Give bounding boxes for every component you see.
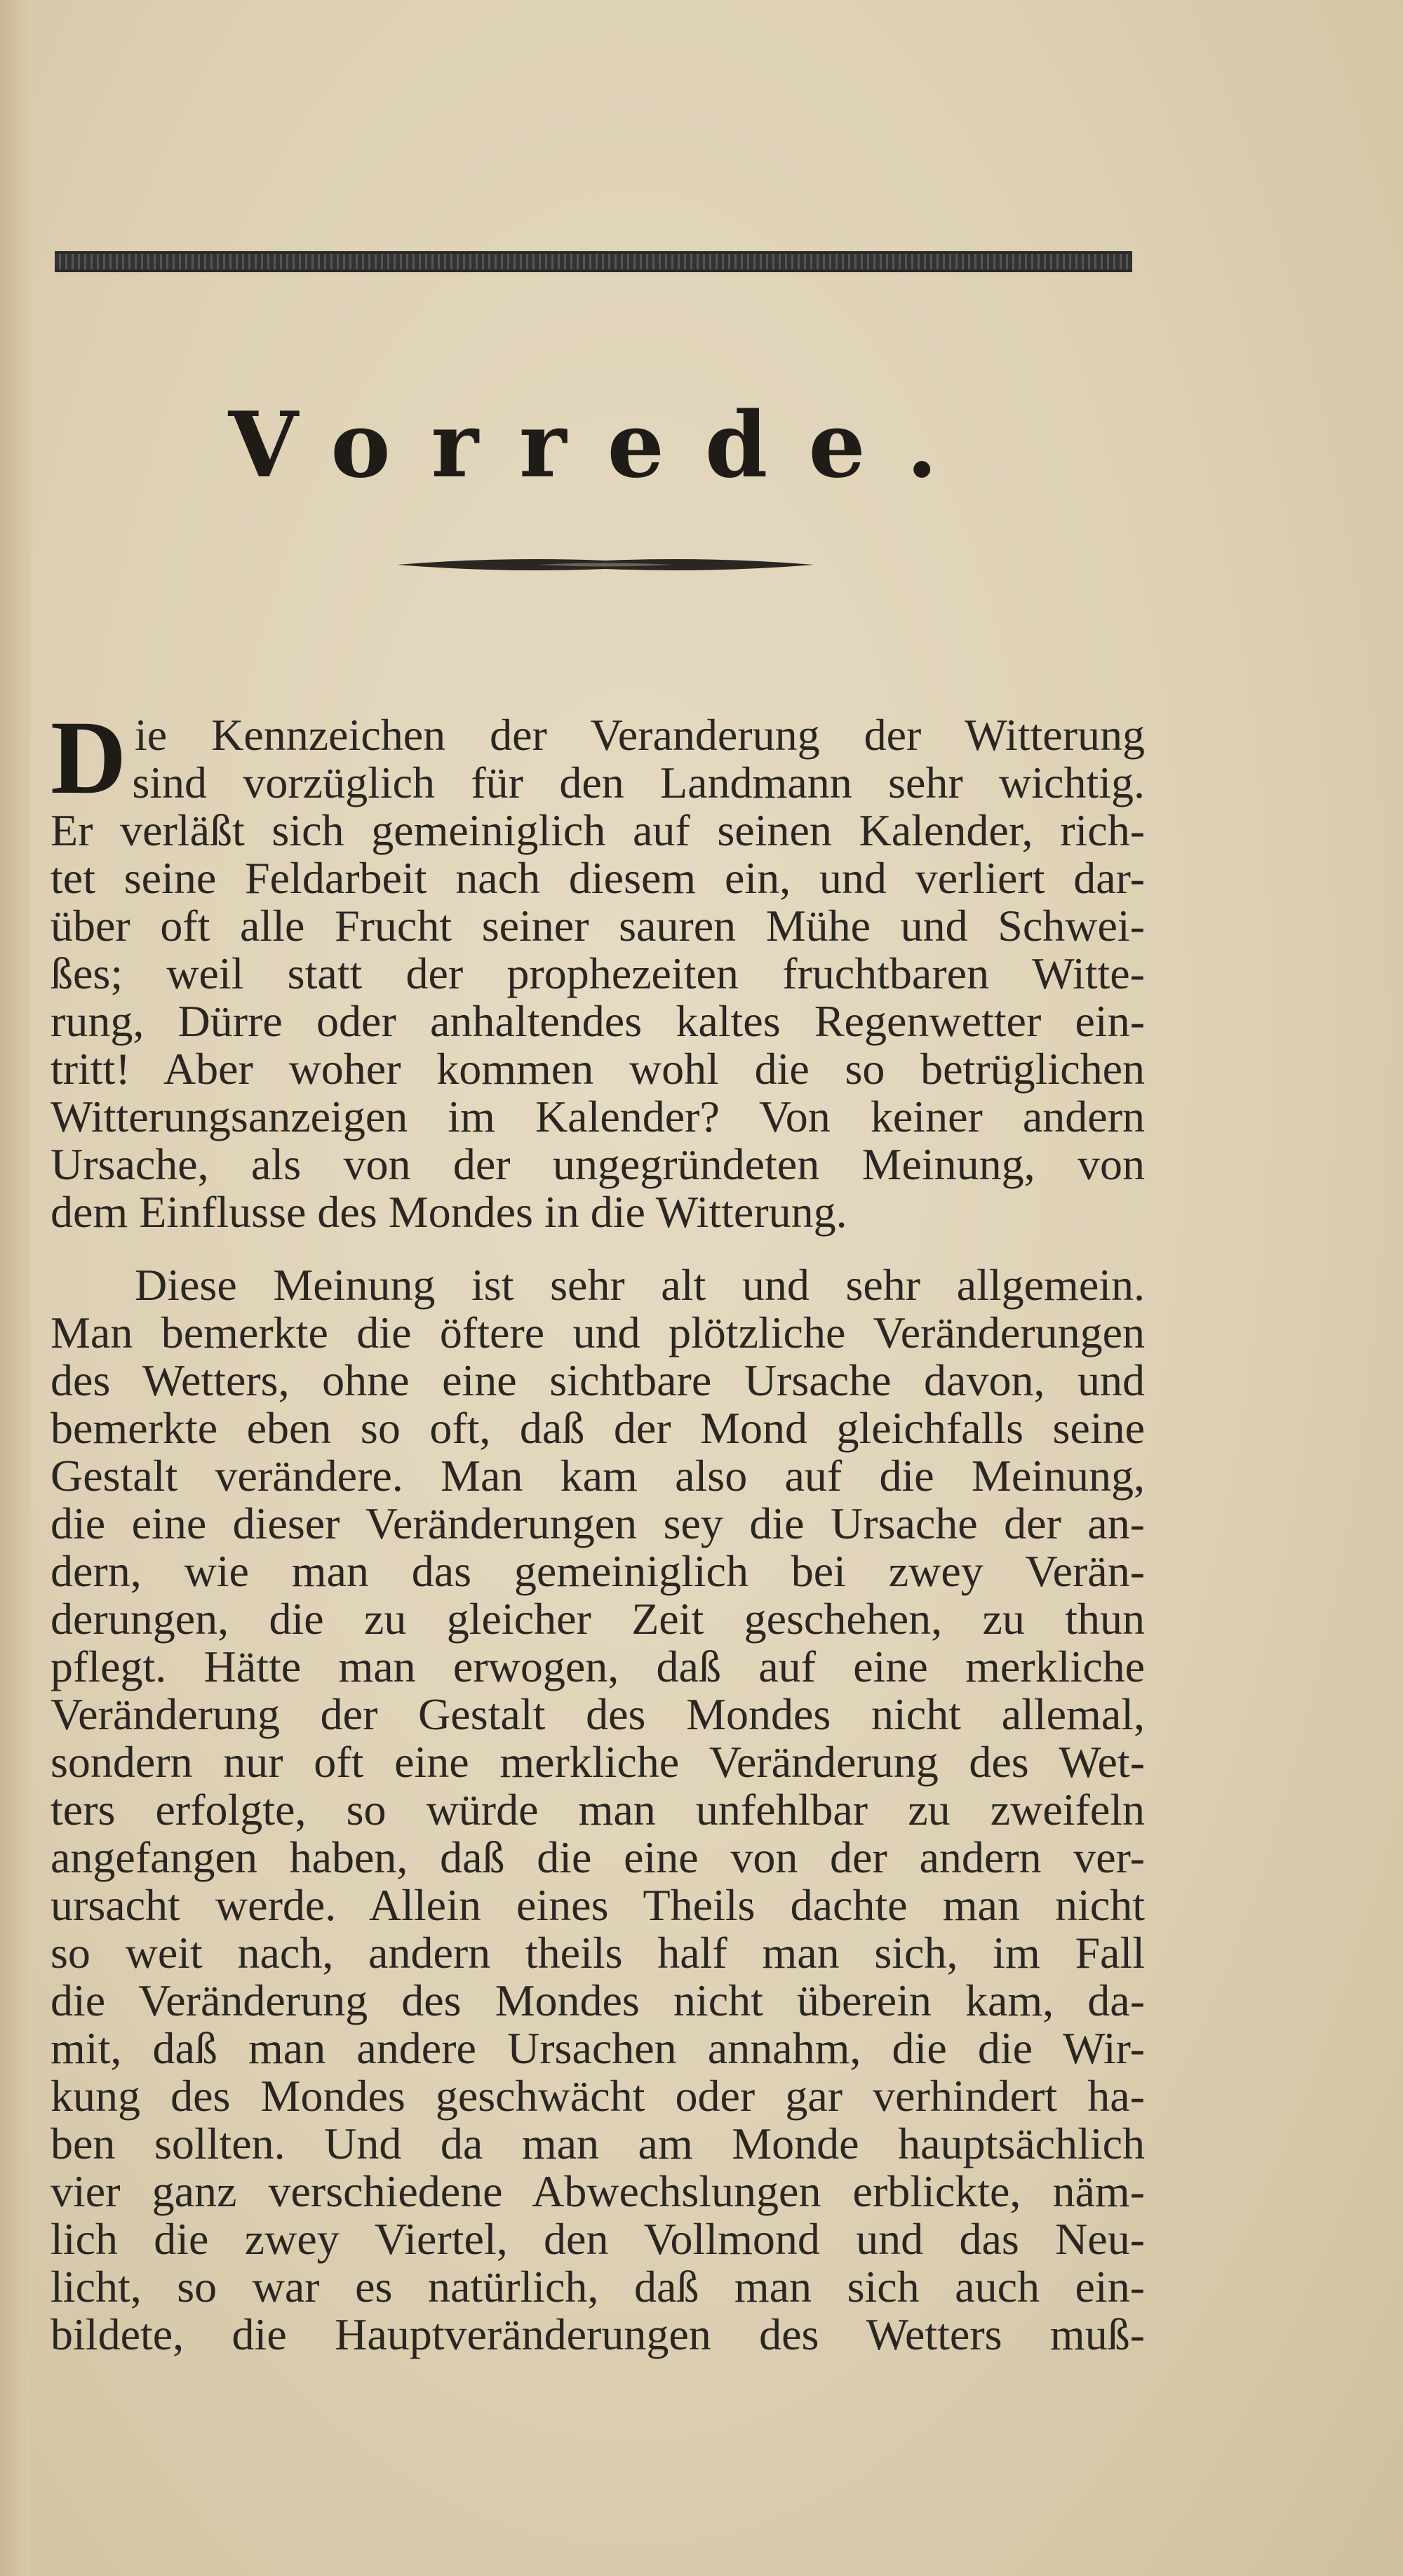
- text-line: pflegt. Hätte man erwogen, daß auf eine merkliche: [51, 1642, 1145, 1691]
- text-line: tritt! Aber woher kommen wohl die so betrüglichen: [51, 1044, 1145, 1094]
- text-line: bildete, die Hauptveränderungen des Wetters muß-: [51, 2309, 1145, 2359]
- text-line: Witterungsanzeigen im Kalender? Von keiner andern: [51, 1092, 1145, 1141]
- text-line: ie Kennzeichen der Veranderung der Witterung: [135, 710, 1145, 760]
- text-line: ßes; weil statt der prophezeiten fruchtbaren Witte-: [51, 948, 1145, 998]
- page-title: Vorrede.: [228, 393, 979, 498]
- ornament-divider-icon: [397, 555, 814, 575]
- text-line: vier ganz verschiedene Abwechslungen erblickte, näm-: [51, 2166, 1145, 2216]
- text-line: Er verläßt sich gemeiniglich auf seinen Kalender, rich-: [51, 805, 1145, 855]
- text-line: über oft alle Frucht seiner sauren Mühe und Schwei-: [51, 901, 1145, 951]
- text-line: angefangen haben, daß die eine von der andern ver-: [51, 1832, 1145, 1882]
- text-line: Ursache, als von der ungegründeten Meinung, von: [51, 1139, 1145, 1189]
- text-line: dern, wie man das gemeiniglich bei zwey Verän-: [51, 1546, 1145, 1596]
- text-line: tet seine Feldarbeit nach diesem ein, und verliert dar-: [51, 853, 1145, 903]
- text-line: ben sollten. Und da man am Monde hauptsächlich: [51, 2119, 1145, 2168]
- text-line: Gestalt verändere. Man kam also auf die Meinung,: [51, 1451, 1145, 1501]
- text-line: des Wetters, ohne eine sichtbare Ursache davon, und: [51, 1355, 1145, 1405]
- text-line: bemerkte eben so oft, daß der Mond gleichfalls seine: [51, 1403, 1145, 1453]
- text-line: rung, Dürre oder anhaltendes kaltes Regenwetter ein-: [51, 996, 1145, 1046]
- text-line: ursacht werde. Allein eines Theils dachte man nicht: [51, 1880, 1145, 1930]
- text-line: Man bemerkte die öftere und plötzliche Veränderungen: [51, 1308, 1145, 1357]
- text-line: so weit nach, andern theils half man sich, im Fall: [51, 1928, 1145, 1978]
- text-line: sind vorzüglich für den Landmann sehr wichtig.: [132, 758, 1145, 807]
- drop-cap: D: [51, 699, 127, 816]
- text-line: Veränderung der Gestalt des Mondes nicht allemal,: [51, 1689, 1145, 1739]
- binding-gutter: [0, 0, 31, 2576]
- text-line: dem Einflusse des Mondes in die Witterung.: [51, 1187, 847, 1237]
- text-line: sondern nur oft eine merkliche Veränderung des Wet-: [51, 1737, 1145, 1787]
- text-line: mit, daß man andere Ursachen annahm, die die Wir-: [51, 2023, 1145, 2073]
- text-line: derungen, die zu gleicher Zeit geschehen, zu thun: [51, 1594, 1145, 1644]
- text-line: die Veränderung des Mondes nicht überein kam, da-: [51, 1975, 1145, 2025]
- text-line: lich die zwey Viertel, den Vollmond und das Neu-: [51, 2214, 1145, 2264]
- text-line: licht, so war es natürlich, daß man sich auch ein-: [51, 2262, 1145, 2312]
- decorative-header-rule: [55, 251, 1132, 272]
- paragraph-2: [51, 1261, 1145, 2359]
- text-line: Diese Meinung ist sehr alt und sehr allgemein.: [135, 1260, 1145, 1310]
- text-line: ters erfolgte, so würde man unfehlbar zu zweifeln: [51, 1785, 1145, 1834]
- paragraph-1: [51, 699, 1145, 1237]
- text-line: die eine dieser Veränderungen sey die Ursache der an-: [51, 1498, 1145, 1548]
- text-line: kung des Mondes geschwächt oder gar verhindert ha-: [51, 2071, 1145, 2121]
